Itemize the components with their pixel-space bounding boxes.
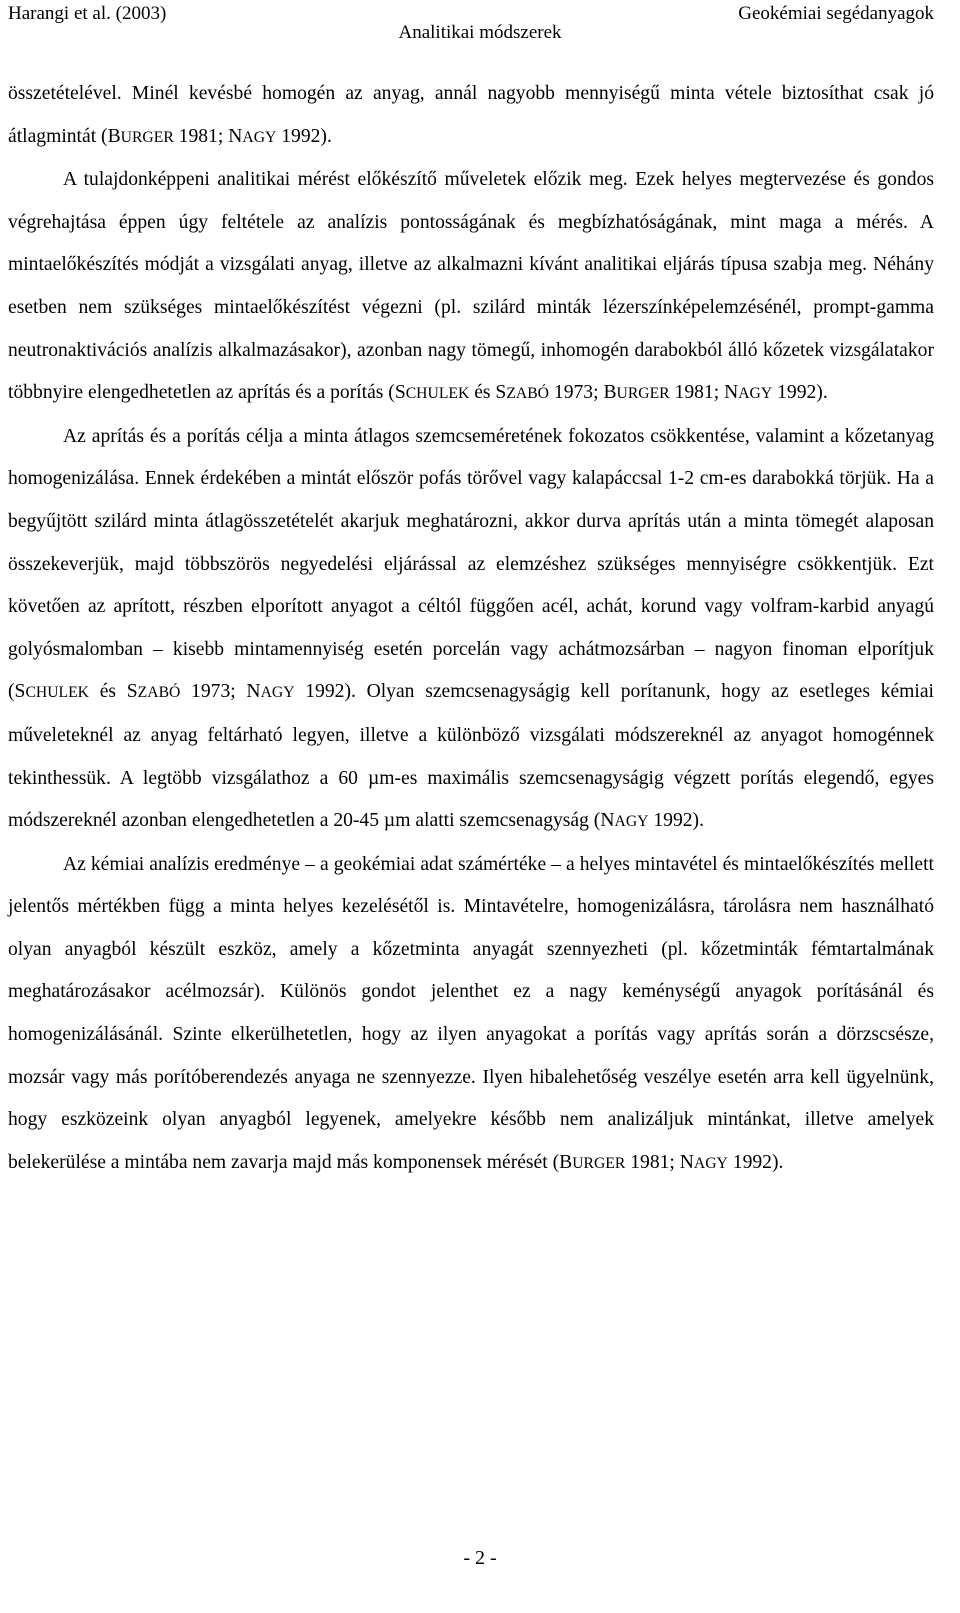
text-run: 1981; xyxy=(669,382,725,404)
header-authors: Harangi et al. (2003) xyxy=(8,3,167,24)
text-run: 1992). xyxy=(727,1151,784,1173)
author-citation: BURGER xyxy=(559,1151,626,1173)
paragraph-sample-homogeneity xyxy=(8,73,934,159)
text-run: 1992). xyxy=(772,382,828,404)
text-run: 1992). Olyan szemcsenagyságig kell porítanunk, hogy az esetleges kémiai műveleteknél az anyag feltárható legyen, illetve a különböző vizsgálati módszereknél az anyagot homogénnek tekinthessük. A legtöbb vizsgálathoz a 60 µm-es maximális szemcsenagyságig végzett porítás elegendő, egyes módszereknél azonban elengedhetetlen a 20-45 µm alatti szemcsenagyság ( xyxy=(8,681,934,832)
paragraph-sample-preparation xyxy=(8,159,934,416)
text-run: 1973; xyxy=(549,382,604,404)
author-citation: SZABÓ xyxy=(495,382,549,404)
text-run: Az kémiai analízis eredménye – a geokémiai adat számértéke – a helyes mintavétel és mintaelőkészítés mellett jelentős mértékben függ a minta helyes kezelésétől is. Mintavételre, homogenizálásra, tárolásra nem használható olyan anyagból készült eszköz, amely a kőzetminta anyagát szennyezheti (pl. kőzetminták fémtartalmának meghatározásakor acélmozsár). Különös gondot jelenthet ez a nagy keménységű anyagok porításánál és homogenizálásánál. Szinte elkerülhetetlen, hogy az ilyen anyagokat a porítás vagy aprítás során a dörzscsésze, mozsár vagy más porítóberendezés anyaga ne szennyezze. Ilyen hibalehetőség veszélye esetén arra kell ügyelnünk, hogy eszközeink olyan anyagból legyenek, amelyekre később nem analizáljuk mintánkat, illetve amelyek belekerülése a mintába nem zavarja majd más komponensek mérését ( xyxy=(8,853,934,1173)
text-run: 1981; xyxy=(173,125,229,147)
text-run: és xyxy=(89,681,127,703)
text-run: 1973; xyxy=(180,681,247,703)
text-run: Az aprítás és a porítás célja a minta átlagos szemcseméretének fokozatos csökkentése, valamint a kőzetanyag homogenizálása. Ennek érdekében a mintát először pofás törővel vagy kalapáccsal 1-2 cm-es darabokká törjük. Ha a begyűjtött szilárd minta átlagösszetételét akarjuk meghatározni, akkor durva aprítás után a minta tömegét alaposan összekeverjük, majd többszörös negyedelési eljárással az elemzéshez szükséges mennyiségre csökkentjük. Ezt követően az aprított, részben elporított anyagot a céltól függően acél, achát, korund vagy volfram-karbid anyagú golyósmalomban – kisebb mintamennyiség esetén porcelán vagy achátmozsárban – nagyon finoman elporítjuk ( xyxy=(8,425,934,703)
page-header xyxy=(0,0,960,46)
text-run: 1992). xyxy=(648,810,704,832)
author-citation: NAGY xyxy=(228,125,277,147)
author-citation: SZABÓ xyxy=(126,681,181,703)
paragraph-crushing-grinding xyxy=(8,416,934,844)
text-run: összetételével. Minél kevésbé homogén az anyag, annál nagyobb mennyiségű minta vétele biztosíthat csak jó átlagmintát ( xyxy=(8,83,934,147)
header-section-title: Analitikai módszerek xyxy=(398,22,562,43)
header-series-title: Geokémiai segédanyagok xyxy=(738,3,934,24)
document-body xyxy=(8,73,934,1185)
author-citation: NAGY xyxy=(724,382,773,404)
paragraph-contamination xyxy=(8,844,934,1186)
text-run: 1992). xyxy=(276,125,332,147)
author-citation: SCHULEK xyxy=(14,681,89,703)
author-citation: NAGY xyxy=(600,810,649,832)
author-citation: SCHULEK xyxy=(394,382,470,404)
text-run: A tulajdonképpeni analitikai mérést előkészítő műveletek előzik meg. Ezek helyes megtervezése és gondos végrehajtása éppen úgy feltétele az analízis pontosságának és megbízhatóságának, mint maga a mérés. A mintaelőkészítés módját a vizsgálati anyag, illetve az alkalmazni kívánt analitikai eljárás típusa szabja meg. Néhány esetben nem szükséges mintaelőkészítést végezni (pl. szilárd minták lézerszínképelemzésénél, prompt-gamma neutronaktivációs analízis alkalmazásakor), azonban nagy tömegű, inhomogén darabokból álló kőzetek vizsgálatakor többnyire elengedhetetlen az aprítás és a porítás ( xyxy=(8,169,934,404)
author-citation: NAGY xyxy=(246,681,295,703)
page-number: - 2 - xyxy=(463,1547,497,1569)
text-run: és xyxy=(469,382,496,404)
text-run: 1981; xyxy=(625,1151,680,1173)
author-citation: NAGY xyxy=(679,1151,728,1173)
author-citation: BURGER xyxy=(107,125,174,147)
author-citation: BURGER xyxy=(603,382,670,404)
